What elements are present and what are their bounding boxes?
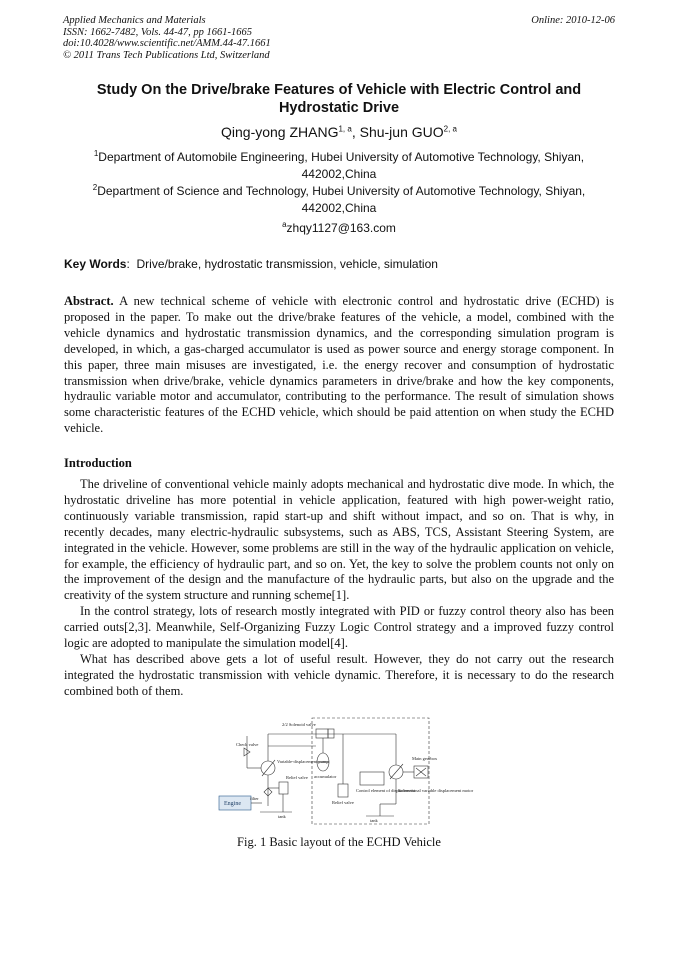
echd-layout-diagram [216,716,474,826]
accumulator-label: accumulator [314,774,337,779]
section-heading-introduction: Introduction [64,456,132,470]
author-list [60,124,618,140]
keywords-label: Key Words [64,257,127,271]
paper-title [60,81,618,117]
author-sup: 1, a [338,124,352,134]
engine-label: Engine [224,801,241,807]
filter-label: filter [250,796,259,801]
affiliation-number: 2 [92,183,98,192]
affiliation-text: Department of Automobile Engineering, Hubei University of Automotive Technology, Shiyan, [98,150,585,164]
main-gearbox-label: Main gearbox [412,756,438,761]
affiliation-text: 442002,China [301,201,377,215]
issn-line: ISSN: 1662-7482, Vols. 44-47, pp 1661-1665 [63,26,252,38]
abstract [64,294,614,437]
author-name: Shu-jun GUO [359,124,444,140]
relief-valve-left-symbol [279,782,288,794]
contact-email [60,221,618,235]
control-element-symbol [360,772,384,785]
online-date: Online: 2010-12-06 [531,15,615,26]
tank-left-label: tank [278,814,286,819]
title-line-2: Hydrostatic Drive [278,100,400,116]
check-valve-label: Check valve [236,742,259,747]
relief-valve-left-label: Relief valve [286,775,308,780]
solenoid-valve-label: 2/2 Solenoid valve [282,722,316,727]
paragraph: In the control strategy, lots of research mostly integrated with PID or fuzzy control theory also has been carried outs[2,3]. Meanwhile, Self-Organizing Fuzzy Logic Control strategy and a improved fuzzy control logic are adopted to manipulate the simulation model[4]. [64,604,614,651]
variable-pump-label: Variable-displacement pump [277,759,329,764]
relief-valve-mid-symbol [338,784,348,797]
journal-header [63,15,271,61]
author-sup: 2, a [443,124,457,134]
control-element-label: Control element of displacement [356,788,415,793]
affiliation-1 [70,149,608,183]
doi-line: doi:10.4028/www.scientific.net/AMM.44-47.1661 [63,38,271,49]
abstract-text: A new technical scheme of vehicle with electronic control and hydrostatic drive (ECHD) is proposed in the paper. To make out the drive/brake features of the vehicle, a model, combined with the vehicle dynamics and hydrostatic transmission dynamics, and the corresponding simulation program is developed, in which, a gas-charged accumulator is used as power source and energy storage component. In this paper, three main misuses are investigated, i.e. the energy recover and consumption of hydrostatic transmission when drive/brake, vehicle dynamics parameters in drive/brake and how the key components, hydraulic variable motor and accumulator, contributing to the performance. The result of simulation shows some characteristic features of the ECHD vehicle, which should be paid attention on when study the ECHD vehicle. [64,294,615,436]
affiliation-2 [70,183,608,217]
keywords [64,257,438,271]
tank-right-label: tank [370,818,378,823]
author-name: Qing-yong ZHANG [221,124,339,140]
keywords-separator: : [126,257,130,271]
author-separator: , [351,124,360,140]
affiliation-text: Department of Science and Technology, Hubei University of Automotive Technology, Shiyan, [97,184,586,198]
copyright-line: © 2011 Trans Tech Publications Ltd, Switzerland [63,49,270,61]
paragraph: The driveline of conventional vehicle mainly adopts mechanical and hydrostatic dive mode. In which, the hydrostatic driveline has more potential in vehicle application, featured with high power-weight ratio, continuously variable transmission, rapid start-up and shift without impact, and so on. That is why, in recently decades, many electric-hydraulic subsystems, such as ABS, TCS, Assistant Steering System, are integrated in the vehicle. However, some problems are still in the way of the hydraulic application on vehicle, for example, the efficiency of hydraulic part, and so on. Yet, the key to solve the problem counts not only on the improvement of the design and the manufacture of the hydraulic parts, but also on the upgrade and the creativity of the system structure and running scheme[1]. [64,477,614,603]
introduction-body [64,477,614,700]
email-sup: a [282,220,287,229]
keywords-text: Drive/brake, hydrostatic transmission, vehicle, simulation [136,257,438,271]
relief-valve-mid-label: Relief valve [332,800,354,805]
pump-symbol [261,761,275,775]
affiliation-number: 1 [93,149,99,158]
figure-caption: Fig. 1 Basic layout of the ECHD Vehicle [237,835,441,849]
journal-name: Applied Mechanics and Materials [63,15,206,26]
solenoid-valve-symbol [316,729,328,738]
motor-label: bidirectional variable displacement motor [398,788,474,793]
title-line-1: Study On the Drive/brake Features of Vehicle with Electric Control and [96,82,582,98]
abstract-label: Abstract. [64,294,114,308]
affiliation-text: 442002,China [301,167,377,181]
email-address: zhqy1127@163.com [286,221,396,235]
paragraph: What has described above gets a lot of useful result. However, they do not carry out the research integrated the hydrostatic transmission with vehicle dynamic. Therefore, it is necessary to do the research combined both of them. [64,651,614,698]
